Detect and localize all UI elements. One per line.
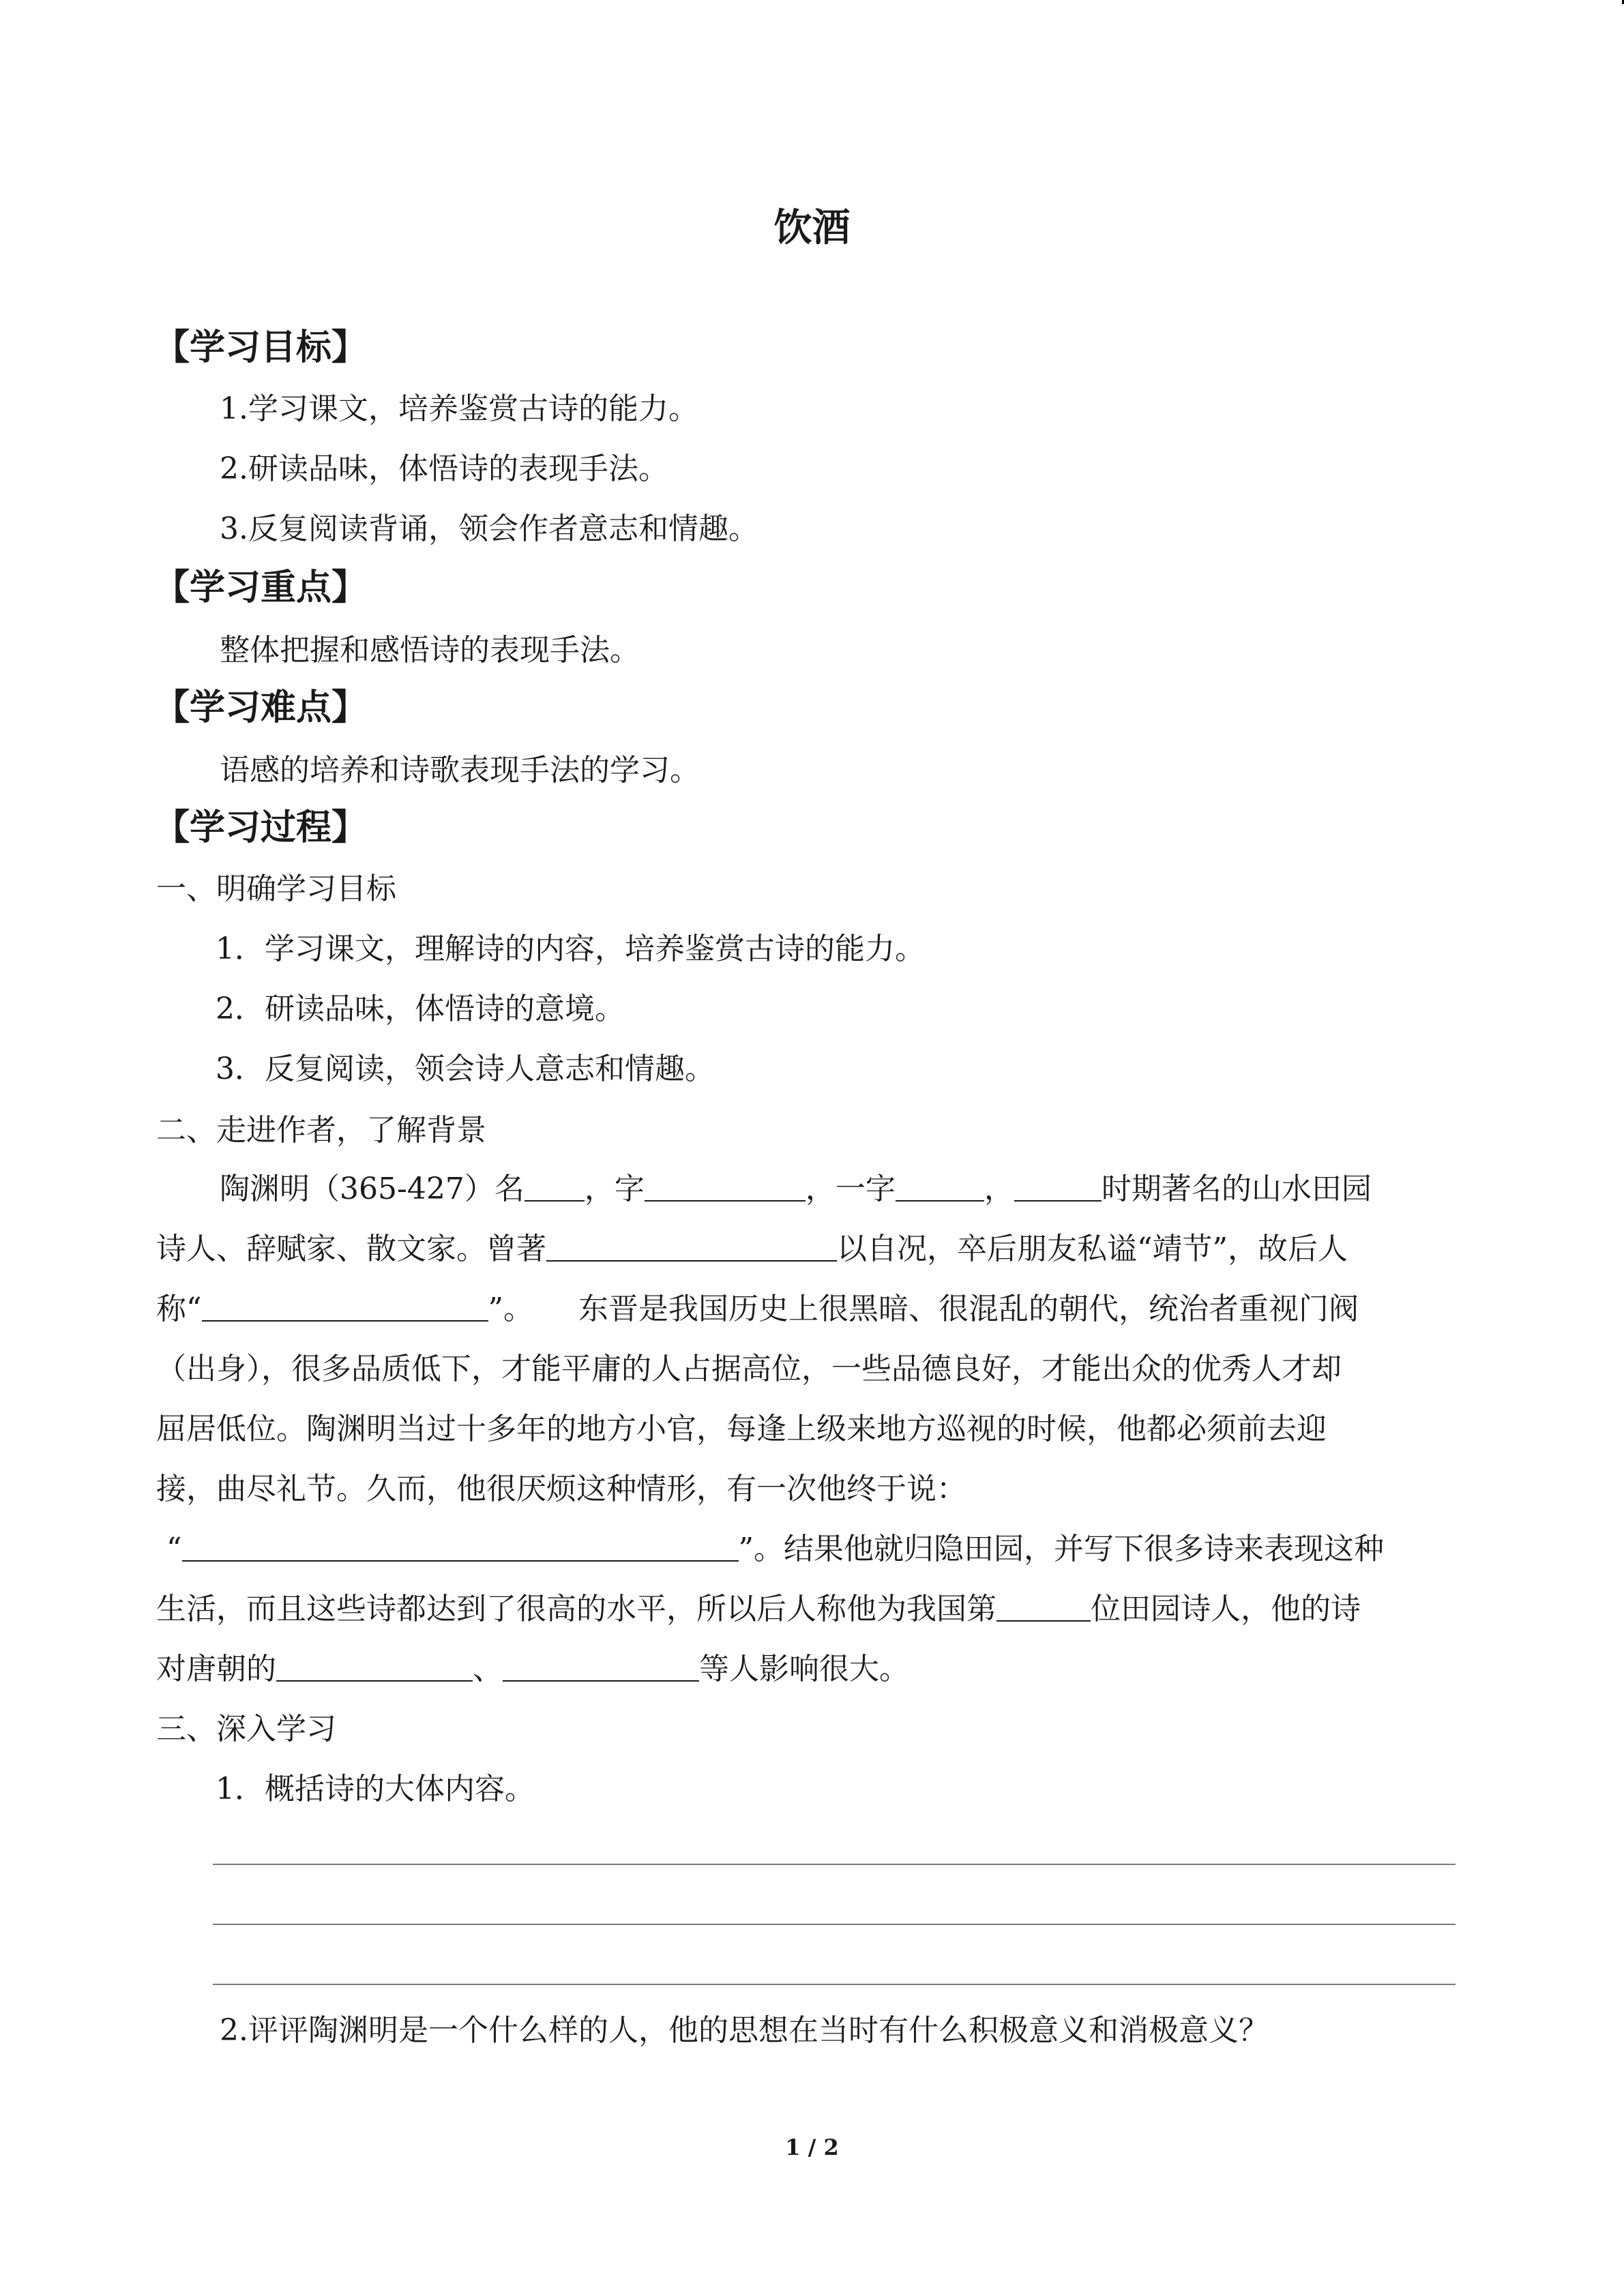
author-text: 陶渊明（365-427）名 — [220, 1172, 525, 1206]
section1-item: 3．反复阅读，领会诗人意志和情趣。 — [216, 1052, 715, 1086]
author-line-2 — [156, 1230, 1348, 1268]
author-line-3 — [156, 1290, 1359, 1328]
author-text: 诗人、辞赋家、散文家。曾著 — [156, 1232, 546, 1266]
author-line-7 — [166, 1530, 1384, 1568]
author-text: 位田园诗人，他的诗 — [1091, 1592, 1361, 1626]
background-line-6: 接，曲尽礼节。久而，他很厌烦这种情形，有一次他终于说： — [156, 1472, 966, 1506]
fill-blank-title[interactable] — [202, 1293, 488, 1322]
answer-line[interactable] — [213, 1924, 1456, 1925]
author-text: 、 — [473, 1652, 503, 1686]
key-points-heading: 【学习重点】 — [154, 567, 368, 608]
fill-blank-alt-name[interactable] — [896, 1173, 984, 1202]
difficulties-text: 语感的培养和诗歌表现手法的学习。 — [220, 753, 700, 788]
answer-line[interactable] — [213, 1864, 1456, 1865]
fill-blank-poet-1[interactable] — [276, 1653, 473, 1682]
fill-blank-rank[interactable] — [996, 1593, 1091, 1622]
difficulties-heading: 【学习难点】 — [154, 687, 368, 728]
fill-blank-courtesy-name[interactable] — [645, 1173, 806, 1202]
section1-item: 1．学习课文，理解诗的内容，培养鉴赏古诗的能力。 — [216, 931, 925, 966]
fill-blank-work[interactable] — [546, 1233, 837, 1262]
fill-blank-name[interactable] — [525, 1173, 585, 1202]
section1-item: 2．研读品味，体悟诗的意境。 — [216, 992, 625, 1026]
section3-title: 三、深入学习 — [156, 1712, 336, 1746]
fill-blank-poet-2[interactable] — [503, 1653, 699, 1682]
author-text: ， — [984, 1172, 1014, 1206]
key-points-text: 整体把握和感悟诗的表现手法。 — [220, 633, 640, 668]
author-line-8 — [156, 1590, 1361, 1628]
author-text: 对唐朝的 — [156, 1652, 276, 1686]
background-line-4: （出身），很多品质低下，才能平庸的人占据高位，一些品德良好，才能出众的优秀人才却 — [156, 1352, 1342, 1386]
author-text: 生活，而且这些诗都达到了很高的水平，所以后人称他为我国第 — [156, 1592, 996, 1626]
question-2: 2.评评陶渊明是一个什么样的人，他的思想在当时有什么积极意义和消极意义？ — [220, 2013, 1269, 2048]
objective-item: 3.反复阅读背诵，领会作者意志和情趣。 — [220, 511, 758, 546]
author-text: “ — [166, 1532, 182, 1566]
author-text: 时期著名的山水田园 — [1101, 1172, 1372, 1206]
answer-line[interactable] — [213, 1984, 1456, 1985]
process-heading: 【学习过程】 — [154, 807, 368, 848]
objective-item: 2.研读品味，体悟诗的表现手法。 — [220, 451, 668, 486]
section1-title: 一、明确学习目标 — [156, 871, 396, 906]
section2-title: 二、走进作者，了解背景 — [156, 1113, 486, 1148]
page-title: 饮酒 — [773, 206, 851, 250]
objectives-heading: 【学习目标】 — [154, 327, 368, 368]
page-number: 1 / 2 — [785, 2134, 839, 2160]
author-line-9 — [156, 1650, 909, 1688]
question-1: 1．概括诗的大体内容。 — [216, 1772, 535, 1806]
objective-item: 1.学习课文，培养鉴赏古诗的能力。 — [220, 391, 698, 426]
background-line-5: 屈居低位。陶渊明当过十多年的地方小官，每逢上级来地方巡视的时候，他都必须前去迎 — [156, 1412, 1327, 1446]
author-text: ”。 东晋是我国历史上很黑暗、很混乱的朝代，统治者重视门阀 — [488, 1292, 1359, 1326]
author-text: 以自况，卒后朋友私谥“靖节”，故后人 — [837, 1232, 1348, 1266]
fill-blank-era[interactable] — [1014, 1173, 1102, 1202]
author-text: ，一字 — [805, 1172, 896, 1206]
author-text: 称“ — [156, 1292, 202, 1326]
author-text: ”。结果他就归隐田园，并写下很多诗来表现这种 — [738, 1532, 1384, 1566]
author-text: ，字 — [584, 1172, 645, 1206]
author-text: 等人影响很大。 — [699, 1652, 909, 1686]
author-line-1 — [220, 1170, 1372, 1208]
fill-blank-quote[interactable] — [182, 1533, 739, 1562]
